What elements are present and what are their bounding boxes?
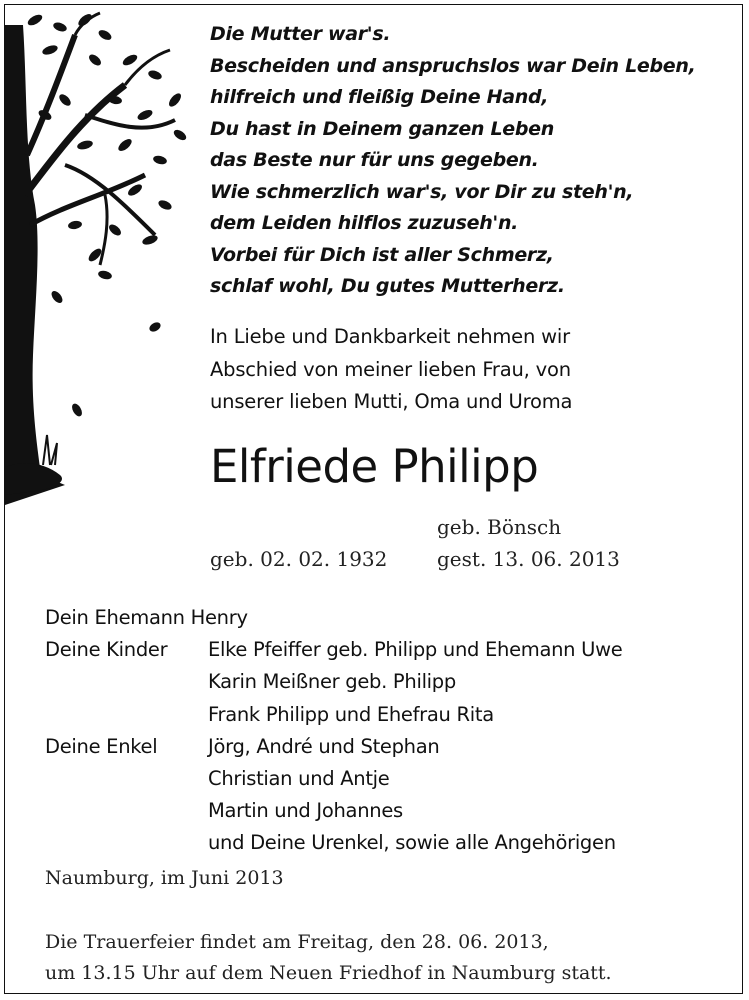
mourner-names: und Deine Urenkel, sowie alle Angehörigen <box>208 831 616 855</box>
intro-text <box>210 321 730 419</box>
poem-line: Wie schmerzlich war's, vor Dir zu steh'n, <box>210 180 634 203</box>
mourner-row <box>45 827 735 859</box>
deceased-name: Elfriede Philipp <box>210 440 539 493</box>
poem-line: hilfreich und fleißig Deine Hand, <box>210 86 549 108</box>
mourner-names: Jörg, André und Stephan <box>208 734 440 758</box>
tree-silhouette-icon <box>5 5 215 525</box>
birth-name: geb. Bönsch <box>437 515 562 539</box>
intro-line: In Liebe und Dankbarkeit nehmen wir <box>210 325 570 348</box>
mourner-row <box>45 634 735 666</box>
mourner-label: Dein Ehemann Henry <box>45 606 248 629</box>
poem-line: Vorbei für Dich ist aller Schmerz, <box>210 243 554 266</box>
poem-line: Bescheiden und anspruchslos war Dein Leben, <box>210 54 696 77</box>
mourner-row <box>45 795 735 827</box>
mourner-label: Deine Enkel <box>45 734 158 758</box>
poem-line: schlaf wohl, Du gutes Mutterherz. <box>210 275 565 297</box>
poem <box>210 19 730 303</box>
intro-line: Abschied von meiner lieben Frau, von <box>210 357 571 381</box>
mourner-names: Martin und Johannes <box>208 799 403 823</box>
mourner-names: Karin Meißner geb. Philipp <box>208 670 456 694</box>
funeral-line: Die Trauerfeier findet am Freitag, den 28. 06. 2013, <box>45 931 549 953</box>
death-date: gest. 13. 06. 2013 <box>437 547 620 571</box>
birth-date: geb. 02. 02. 1932 <box>210 547 388 571</box>
mourner-row <box>45 666 735 698</box>
obituary-frame <box>4 4 743 994</box>
mourner-row <box>45 763 735 795</box>
poem-line: Du hast in Deinem ganzen Leben <box>210 117 554 140</box>
intro-line: unserer lieben Mutti, Oma und Uroma <box>210 390 573 413</box>
poem-line: Die Mutter war's. <box>210 23 391 45</box>
mourner-row <box>45 731 735 763</box>
life-dates <box>210 547 620 571</box>
mourner-names: Christian und Antje <box>208 766 390 790</box>
mourner-names: Elke Pfeiffer geb. Philipp und Ehemann Uwe <box>208 638 623 662</box>
mourner-names: Frank Philipp und Ehefrau Rita <box>208 702 494 726</box>
mourner-row <box>45 602 735 634</box>
place-date: Naumburg, im Juni 2013 <box>45 867 284 889</box>
poem-line: dem Leiden hilflos zuzuseh'n. <box>210 212 519 234</box>
mourners-list <box>45 602 735 860</box>
mourner-label: Deine Kinder <box>45 638 168 662</box>
funeral-line: um 13.15 Uhr auf dem Neuen Friedhof in Naumburg statt. <box>45 962 612 984</box>
poem-line: das Beste nur für uns gegeben. <box>210 149 539 171</box>
funeral-notice <box>45 927 612 989</box>
mourner-row <box>45 699 735 731</box>
